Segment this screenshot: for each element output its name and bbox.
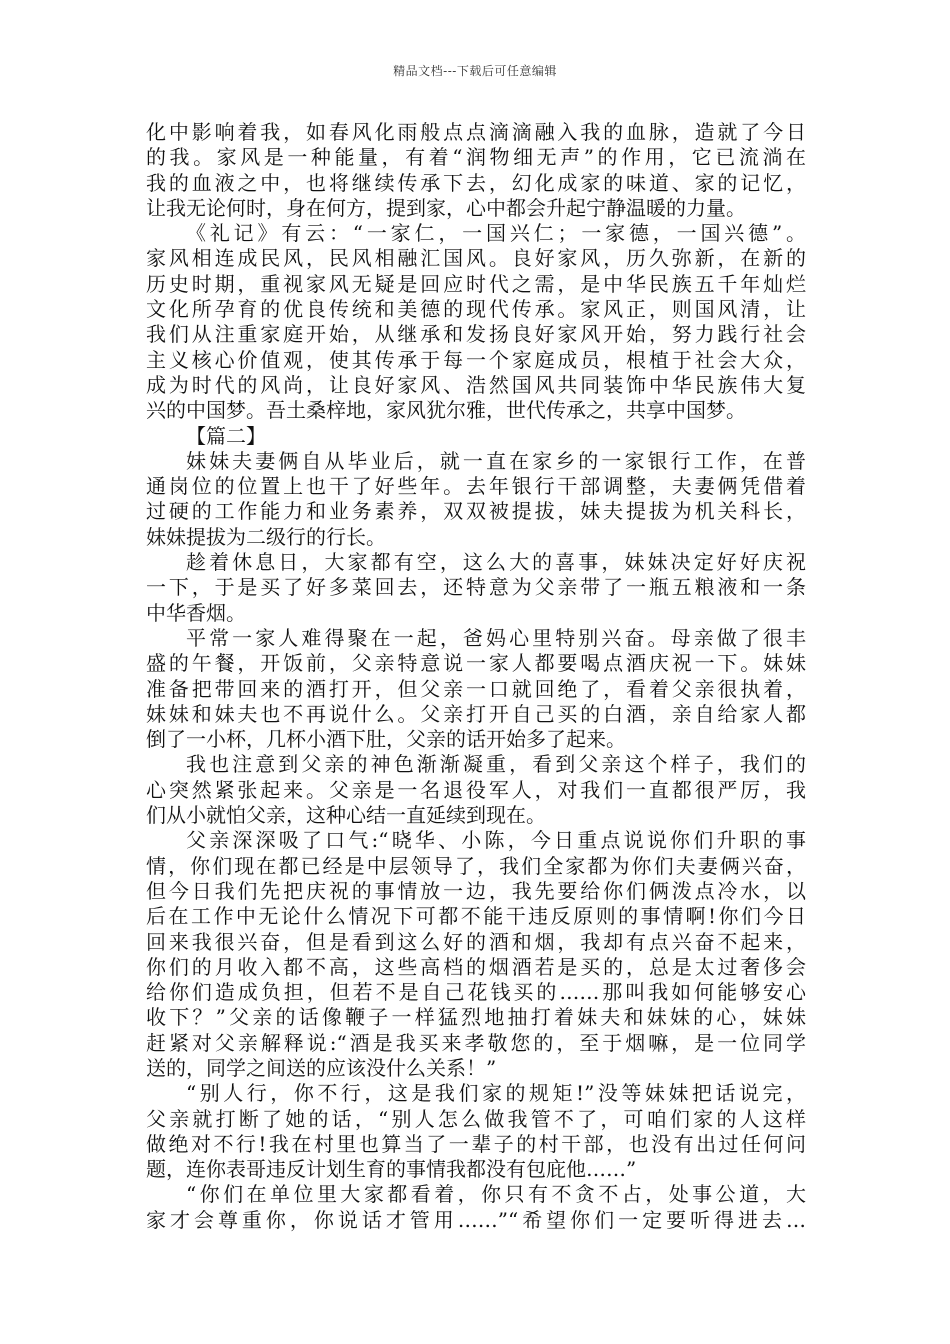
text-line: 心突然紧张起来。父亲是一名退役军人，对我们一直都很严厉，我 [146, 777, 806, 802]
page-header: 精品文档---下载后可任意编辑 [393, 64, 557, 78]
text-line: 历史时期，重视家风无疑是回应时代之需，是中华民族五千年灿烂 [146, 271, 806, 296]
text-line: 妹妹夫妻俩自从毕业后，就一直在家乡的一家银行工作，在普 [186, 448, 806, 473]
text-line: 准备把带回来的酒打开，但父亲一口就回绝了，看着父亲很执着， [146, 676, 806, 701]
text-line: 一下，于是买了好多菜回去，还特意为父亲带了一瓶五粮液和一条 [146, 575, 806, 600]
text-line: 做绝对不行!我在村里也算当了一辈子的村干部，也没有出过任何问 [146, 1131, 806, 1156]
text-line: 妹妹和妹夫也不再说什么。父亲打开自己买的白酒，亲自给家人都 [146, 701, 806, 726]
text-line: 我也注意到父亲的神色渐渐凝重，看到父亲这个样子，我们的 [186, 752, 806, 777]
text-line: 家才会尊重你，你说话才管用……”“希望你们一定要听得进去… [146, 1207, 806, 1232]
text-line: 趁着休息日，大家都有空，这么大的喜事，妹妹决定好好庆祝 [186, 550, 806, 575]
text-line: 我的血液之中，也将继续传承下去，幻化成家的味道、家的记忆， [146, 170, 806, 195]
text-line: 倒了一小杯，几杯小酒下肚，父亲的话开始多了起来。 [146, 727, 626, 752]
text-line: 让我无论何时，身在何方，提到家，心中都会升起宁静温暖的力量。 [146, 195, 746, 220]
text-line: 《礼记》有云：“一家仁，一国兴仁；一家德，一国兴德”。 [186, 221, 806, 246]
text-line: 过硬的工作能力和业务素养，双双被提拔，妹夫提拔为机关科长， [146, 499, 806, 524]
text-line: 兴的中国梦。吾土桑梓地，家风犹尔雅，世代传承之，共享中国梦。 [146, 398, 746, 423]
document-body [146, 120, 806, 1233]
paragraph [146, 550, 806, 626]
paragraph [146, 120, 806, 221]
text-line: 收下？”父亲的话像鞭子一样猛烈地抽打着妹夫和妹妹的心，妹妹 [146, 1005, 806, 1030]
text-line: 但今日我们先把庆祝的事情放一边，我先要给你们俩泼点冷水，以 [146, 878, 806, 903]
paragraph [146, 828, 806, 1081]
text-line: 主义核心价值观，使其传承于每一个家庭成员，根植于社会大众， [146, 347, 806, 372]
text-line: 盛的午餐，开饭前，父亲特意说一家人都要喝点酒庆祝一下。妹妹 [146, 651, 806, 676]
text-line: 赶紧对父亲解释说:“酒是我买来孝敬您的，至于烟嘛，是一位同学 [146, 1030, 806, 1055]
text-line: 送的，同学之间送的应该没什么关系！” [146, 1055, 497, 1080]
text-line: 【篇二】 [186, 423, 266, 448]
text-line: 的我。家风是一种能量，有着“润物细无声”的作用，它已流淌在 [146, 145, 806, 170]
text-line: 妹妹提拔为二级行的行长。 [146, 524, 386, 549]
paragraph [146, 1081, 806, 1182]
text-line: 化中影响着我，如春风化雨般点点滴滴融入我的血脉，造就了今日 [146, 120, 806, 144]
text-line: 文化所孕育的优良传统和美德的现代传承。家风正，则国风清，让 [146, 297, 806, 322]
paragraph [146, 752, 806, 828]
text-line: “别人行，你不行，这是我们家的规矩!”没等妹妹把话说完， [186, 1081, 806, 1106]
text-line: 父亲就打断了她的话，“别人怎么做我管不了，可咱们家的人这样 [146, 1106, 806, 1131]
text-line: 父亲深深吸了口气:“晓华、小陈，今日重点说说你们升职的事 [186, 828, 806, 853]
text-line: 后在工作中无论什么情况下可都不能干违反原则的事情啊!你们今日 [146, 904, 806, 929]
text-line: 我们从注重家庭开始，从继承和发扬良好家风开始，努力践行社会 [146, 322, 806, 347]
text-line: 你们的月收入都不高，这些高档的烟酒若是买的，总是太过奢侈会 [146, 954, 806, 979]
text-line: 中华香烟。 [146, 600, 246, 625]
text-line: 题，连你表哥违反计划生育的事情我都没有包庇他……” [146, 1157, 637, 1182]
text-line: “你们在单位里大家都看着，你只有不贪不占，处事公道，大 [186, 1182, 806, 1207]
text-line: 成为时代的风尚，让良好家风、浩然国风共同装饰中华民族伟大复 [146, 372, 806, 397]
text-line: 们从小就怕父亲，这种心结一直延续到现在。 [146, 803, 546, 828]
text-line: 通岗位的位置上也干了好些年。去年银行干部调整，夫妻俩凭借着 [146, 474, 806, 499]
paragraph [146, 221, 806, 423]
text-line: 平常一家人难得聚在一起，爸妈心里特别兴奋。母亲做了很丰 [186, 625, 806, 650]
text-line: 回来我很兴奋，但是看到这么好的酒和烟，我却有点兴奋不起来， [146, 929, 806, 954]
paragraph [146, 449, 806, 550]
section-heading [146, 424, 806, 449]
text-line: 情，你们现在都已经是中层领导了，我们全家都为你们夫妻俩兴奋， [146, 853, 806, 878]
text-line: 给你们造成负担，但若不是自己花钱买的……那叫我如何能够安心 [146, 980, 806, 1005]
paragraph [146, 626, 806, 752]
text-line: 家风相连成民风，民风相融汇国风。良好家风，历久弥新，在新的 [146, 246, 806, 271]
paragraph [146, 1182, 806, 1233]
